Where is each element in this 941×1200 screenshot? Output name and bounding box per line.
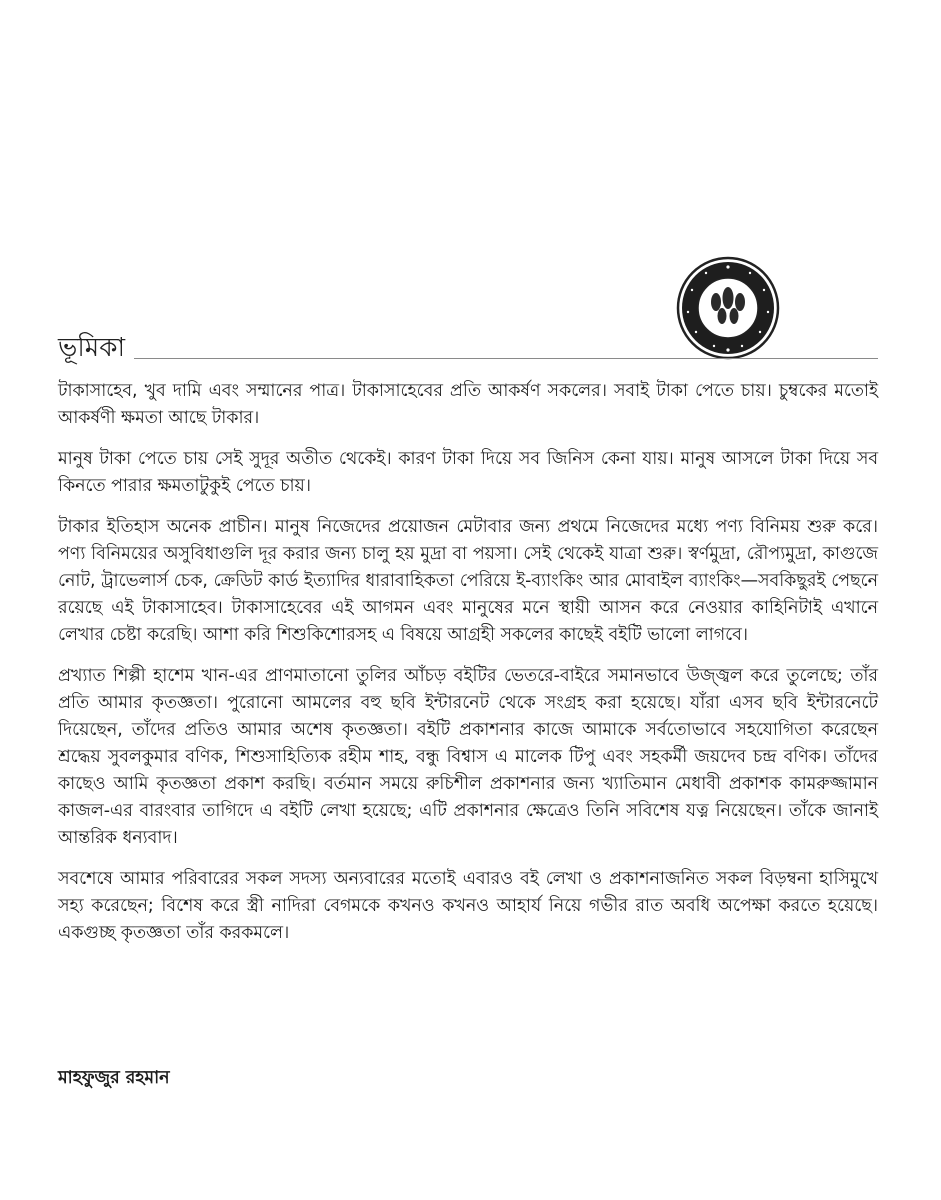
heading-row <box>58 330 878 370</box>
paragraph-3: টাকার ইতিহাস অনেক প্রাচীন। মানুষ নিজেদের প্রয়োজন মেটাবার জন্য প্রথমে নিজেদের মধ্যে পণ্য বিনিময় শুরু করে। পণ্য বিনিময়ের অসুবিধাগুলি দূর করার জন্য চালু হয় মুদ্রা বা পয়সা। সেই থেকেই যাত্রা শুরু। স্বর্ণমুদ্রা, রৌপ্যমুদ্রা, কাগুজে নোট, ট্রাভেলার্স চেক, ক্রেডিট কার্ড ইত্যাদির ধারাবাহিকতা পেরিয়ে ই-ব্যাংকিং আর মোবাইল ব্যাংকিং—সবকিছুরই পেছনে রয়েছে এই টাকাসাহেব। টাকাসাহেবের এই আগমন এবং মানুষের মনে স্থায়ী আসন করে নেওয়ার কাহিনিটাই এখানে লেখার চেষ্টা করেছি। আশা করি শিশুকিশোরসহ এ বিষয়ে আগ্রহী সকলের কাছেই বইটি ভালো লাগবে। <box>58 517 878 645</box>
page-title: ভূমিকা <box>58 333 125 363</box>
body-text <box>58 378 878 961</box>
paragraph-1: টাকাসাহেব, খুব দামি এবং সম্মানের পাত্র। টাকাসাহেবের প্রতি আকর্ষণ সকলের। সবাই টাকা পেতে চায়। চুম্বকের মতোই আকর্ষণী ক্ষমতা আছে টাকার। <box>58 381 878 428</box>
paragraph-4: প্রখ্যাত শিল্পী হাশেম খান-এর প্রাণমাতানো তুলির আঁচড় বইটির ভেতরে-বাইরে সমানভাবে উজ্জ্বল করে তুলেছে; তাঁর প্রতি আমার কৃতজ্ঞতা। পুরোনো আমলের বহু ছবি ইন্টারনেট থেকে সংগ্রহ করা হয়েছে। যাঁরা এসব ছবি ইন্টারনেটে দিয়েছেন, তাঁদের প্রতিও আমার অশেষ কৃতজ্ঞতা। বইটি প্রকাশনার কাজে আমাকে সর্বতোভাবে সহযোগিতা করেছেন শ্রদ্ধেয় সুবলকুমার বণিক, শিশুসাহিত্যিক রহীম শাহ, বন্ধু বিশ্বাস এ মালেক টিপু এবং সহকর্মী জয়দেব চন্দ্র বণিক। তাঁদের কাছেও আমি কৃতজ্ঞতা প্রকাশ করছি। বর্তমান সময়ে রুচিশীল প্রকাশনার জন্য খ্যাতিমান মেধাবী প্রকাশক কামরুজ্জামান কাজল-এর বারংবার তাগিদে এ বইটি লেখা হয়েছে; এটি প্রকাশনার ক্ষেত্রেও তিনি সবিশেষ যত্ন নিয়েছেন। তাঁকে জানাই আন্তরিক ধন্যবাদ। <box>58 666 878 848</box>
heading-divider <box>134 358 878 359</box>
paragraph-5: সবশেষে আমার পরিবারের সকল সদস্য অন্যবারের মতোই এবারও বই লেখা ও প্রকাশনাজনিত সকল বিড়ম্বনা হাসিমুখে সহ্য করেছেন; বিশেষ করে স্ত্রী নাদিরা বেগমকে কখনও কখনও আহার্য নিয়ে গভীর রাত অবধি অপেক্ষা করতে হয়েছে। একগুচ্ছ কৃতজ্ঞতা তাঁর করকমলে। <box>58 869 878 943</box>
paragraph-2: মানুষ টাকা পেতে চায় সেই সুদূর অতীত থেকেই। কারণ টাকা দিয়ে সব জিনিস কেনা যায়। মানুষ আসলে টাকা দিয়ে সব কিনতে পারার ক্ষমতাটুকুই পেতে চায়। <box>58 449 878 496</box>
author-signature: মাহফুজুর রহমান <box>58 1068 170 1088</box>
